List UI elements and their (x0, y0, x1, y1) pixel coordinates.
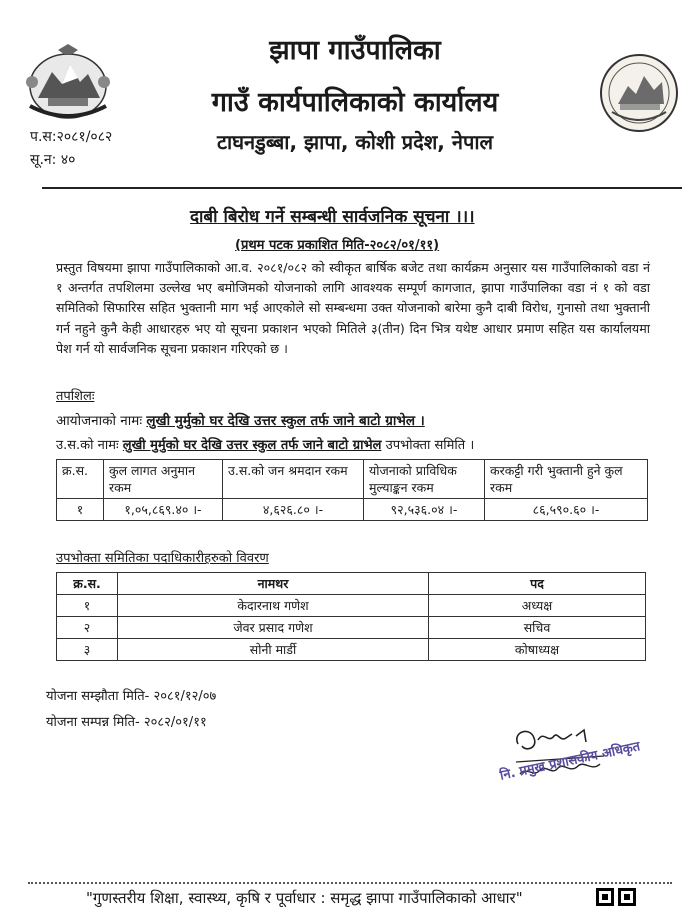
project-name: लुखी मुर्मुको घर देखि उत्तर स्कुल तर्फ जाने बाटो ग्राभेल । (146, 413, 425, 429)
table-cell: ३ (57, 639, 118, 661)
table-cell: ८६,५९०.६० ।- (485, 499, 648, 521)
notice-body: प्रस्तुत विषयमा झापा गाउँपालिकाको आ.व. २०८१/०८२ को स्वीकृत बार्षिक बजेट तथा कार्यक्रम अनुसार यस गाउँपालिकाको वडा नं १ अन्तर्गत तपशिलमा उल्लेख भए बमोजिमको योजनाको लागि आवश्यक सम्पूर्ण कागजात, झापा गाउँपालिका वडा नं १ को वडा समितिको सिफारिस सहित भुक्तानी माग भई आएकोले सो सम्बन्धमा उक्त योजनाको बारेमा कुनै दाबी विरोध, गुनासो तथा भुक्तानी गर्न नहुने कुनै केही आधारहरु भए यो सूचना प्रकाशन भएको मितिले ३(तीन) दिन भित्र यथेष्ट आधार प्रमाण सहित यस कार्यालयमा पेश गर्न यो सार्वजनिक सूचना प्रकाशन गरिएको छ । (56, 260, 650, 356)
uc-suffix: उपभोक्ता समिति । (385, 438, 475, 453)
table-row (57, 617, 646, 639)
table-cell: जेवर प्रसाद गणेश (118, 617, 429, 639)
project-label: आयोजनाको नामः (56, 413, 143, 429)
completion-date: योजना सम्पन्न मिति- २०८२/०१/११ (46, 715, 207, 730)
table-cell: २ (57, 617, 118, 639)
table-cell: अध्यक्ष (429, 595, 646, 617)
table-cell: १,०५,८६९.४० ।- (104, 499, 223, 521)
cost-table (56, 459, 648, 521)
table-header-row (57, 460, 648, 499)
table-cell: सोनी मार्डी (118, 639, 429, 661)
table-cell: कोषाध्यक्ष (429, 639, 646, 661)
table-header-cell: योजनाको प्राविधिक मुल्याङ्कन रकम (364, 460, 485, 499)
table-cell: ४,६२६.८० ।- (223, 499, 364, 521)
notice-subtitle: (प्रथम पटक प्रकाशित मिति-२०८२/०१/११) (235, 238, 440, 253)
office-address: टाघनडुब्बा, झापा, कोशी प्रदेश, नेपाल (216, 130, 494, 154)
office-name: गाउँ कार्यपालिकाको कार्यालय (211, 87, 499, 118)
reference-number: प.स:२०८१/०८२ (30, 129, 113, 145)
municipality-logo-icon (598, 52, 680, 134)
official-stamp: नि. प्रमुख प्रशासकीय अधिकृत (498, 739, 642, 784)
project-line (56, 411, 425, 429)
table-cell: ९२,५३६.०४ ।- (364, 499, 485, 521)
qr-code-icon (596, 888, 638, 906)
agreement-date: योजना सम्झौता मिति- २०८१/१२/०७ (46, 689, 217, 704)
table-header-cell: नामथर (118, 573, 429, 595)
table-cell: १ (57, 595, 118, 617)
table-header-cell: क्र.स. (57, 573, 118, 595)
table-cell: केदारनाथ गणेश (118, 595, 429, 617)
dispatch-number: सू.न: ४० (30, 152, 76, 168)
table-cell: १ (57, 499, 104, 521)
table-header-cell: पद (429, 573, 646, 595)
table-header-cell: उ.स.को जन श्रमदान रकम (223, 460, 364, 499)
table-row (57, 499, 648, 521)
uc-name: लुखी मुर्मुको घर देखि उत्तर स्कुल तर्फ जाने बाटो ग्राभेल (122, 438, 382, 453)
table-cell: सचिव (429, 617, 646, 639)
footer-motto: "गुणस्तरीय शिक्षा, स्वास्थ्य, कृषि र पूर्वाधार : समृद्ध झापा गाउँपालिकाको आधार" (86, 889, 523, 907)
table-row (57, 639, 646, 661)
user-committee-line (56, 435, 474, 453)
footer-divider (28, 882, 672, 884)
table-row (57, 595, 646, 617)
officials-table (56, 572, 646, 661)
uc-label: उ.स.को नामः (56, 438, 119, 453)
header-divider (42, 187, 682, 189)
table-header-row (57, 573, 646, 595)
nepal-emblem-icon (18, 42, 118, 124)
municipality-name: झापा गाउँपालिका (269, 35, 441, 66)
table-header-cell: करकट्टी गरी भुक्तानी हुने कुल रकम (485, 460, 648, 499)
table-header-cell: कुल लागत अनुमान रकम (104, 460, 223, 499)
details-label: तपशिलः (56, 389, 95, 404)
officials-label: उपभोक्ता समितिका पदाधिकारीहरुको विवरण (56, 551, 269, 566)
table-header-cell: क्र.स. (57, 460, 104, 499)
notice-title: दाबी बिरोध गर्ने सम्बन्धी सार्वजनिक सूचना ।।। (190, 207, 475, 227)
